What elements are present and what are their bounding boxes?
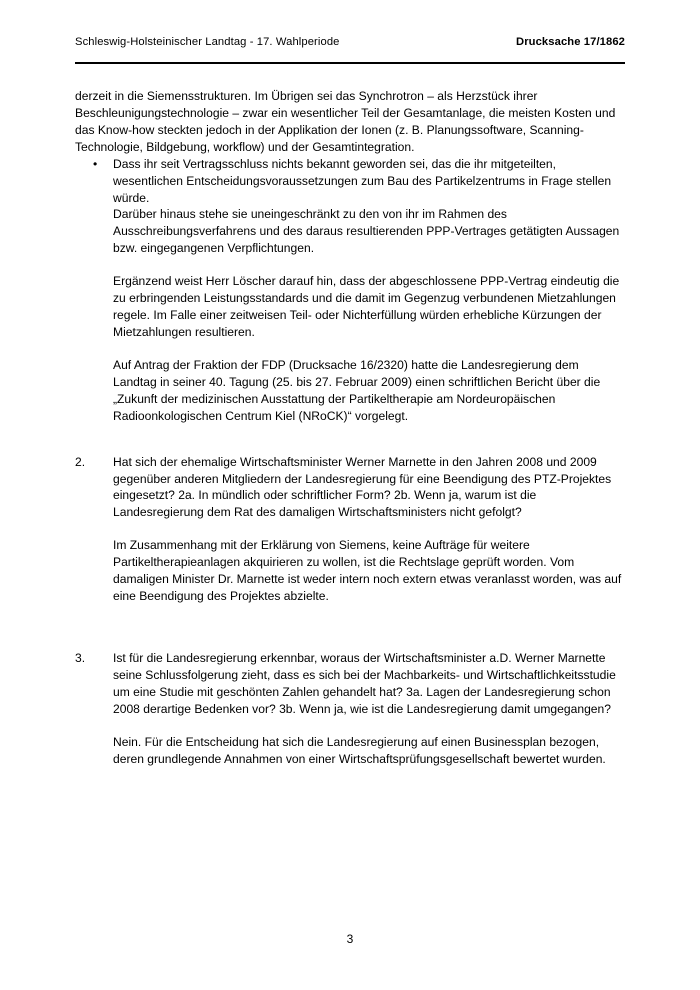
page-number: 3 — [346, 932, 354, 946]
question-text: Ist für die Landesregierung erkennbar, woraus der Wirtschaftsminister a.D. Werner Marnette seine Schlussfolgerung zieht, dass es sich bei der Machbarkeits- und Wirtschaftlichkeitsstudie um eine Studie mit geschönten Zahlen gehandelt hat? 3a. Lagen der Landesregierung schon 2008 derartige Bedenken vor? 3b. Wenn ja, wie ist die Landesregierung damit umgegangen? — [113, 650, 616, 716]
question-item — [75, 650, 625, 768]
bullet-marker-icon: • — [93, 156, 98, 171]
header-divider — [75, 62, 625, 64]
page-header — [75, 36, 625, 48]
answer-text: Nein. Für die Entscheidung hat sich die Landesregierung auf einen Businessplan bezogen, deren grundlegende Annahmen von einer Wirtschaftsprüfungsgesellschaft bewertet wurden. — [113, 734, 606, 766]
question-number: 3. — [75, 650, 86, 665]
intro-paragraph: derzeit in die Siemensstrukturen. Im Übrigen sei das Synchrotron – als Herzstück ihrer Beschleunigungstechnologie – zwar ein wesentlicher Teil der Gesamtanlage, die meisten Kosten und das Know-how steckten jedoch in der Applikation der Ionen (z. B. Planungssoftware, Scanning-Technologie, Bildgebung, workflow) und der Gesamtintegration. — [75, 89, 616, 154]
paragraph-fdp-report: Auf Antrag der Fraktion der FDP (Drucksache 16/2320) hatte die Landesregierung dem Landtag in seiner 40. Tagung (25. bis 27. Februar 2009) einen schriftlichen Bericht über die „Zukunft der medizinischen Ausstattung der Partikeltherapie am Nordeuropäischen Radioonkologischen Centrum Kiel (NRoCK)“ vorgelegt. — [113, 357, 601, 423]
bullet-item-continuation: Darüber hinaus stehe sie uneingeschränkt zu den von ihr im Rahmen des Ausschreibungsverfahrens und des daraus resultierenden PPP-Vertrages getätigten Aussagen bzw. eingegangenen Verpflichtungen. — [113, 207, 620, 256]
question-text: Hat sich der ehemalige Wirtschaftsminister Werner Marnette in den Jahren 2008 und 2009 gegenüber anderen Mitgliedern der Landesregierung für eine Beendigung des PTZ-Projektes eingesetzt? 2a. In mündlich oder schriftlicher Form? 2b. Wenn ja, warum ist die Landesregierung dem Rat des damaligen Wirtschaftsministers nicht gefolgt? — [113, 454, 612, 520]
header-document-number: Drucksache 17/1862 — [516, 36, 625, 48]
page-footer — [0, 932, 700, 946]
question-number: 2. — [75, 454, 86, 469]
document-body — [75, 88, 625, 768]
bullet-item — [75, 156, 625, 258]
paragraph-loescher: Ergänzend weist Herr Löscher darauf hin, dass der abgeschlossene PPP-Vertrag eindeutig die zu erbringenden Leistungsstandards und die damit im Gegenzug verbundenen Mietzahlungen regele. Im Falle einer zeitweisen Teil- oder Nichterfüllung würden erhebliche Kürzungen der Mietzahlungen resultieren. — [113, 274, 620, 339]
header-parliament-label: Schleswig-Holsteinischer Landtag - 17. Wahlperiode — [75, 36, 340, 48]
question-item — [75, 454, 625, 605]
bullet-item-text: Dass ihr seit Vertragsschluss nichts bekannt geworden sei, das die ihr mitgeteilten, wesentlichen Entscheidungsvoraussetzungen zum Bau des Partikelzentrums in Frage stellen würde. — [113, 156, 612, 205]
answer-text: Im Zusammenhang mit der Erklärung von Siemens, keine Aufträge für weitere Partikeltherapieanlagen akquirieren zu wollen, ist die Rechtslage geprüft worden. Vom damaligen Minister Dr. Marnette ist weder intern noch extern etwas veranlasst worden, was auf eine Beendigung des Projektes abzielte. — [113, 538, 622, 604]
